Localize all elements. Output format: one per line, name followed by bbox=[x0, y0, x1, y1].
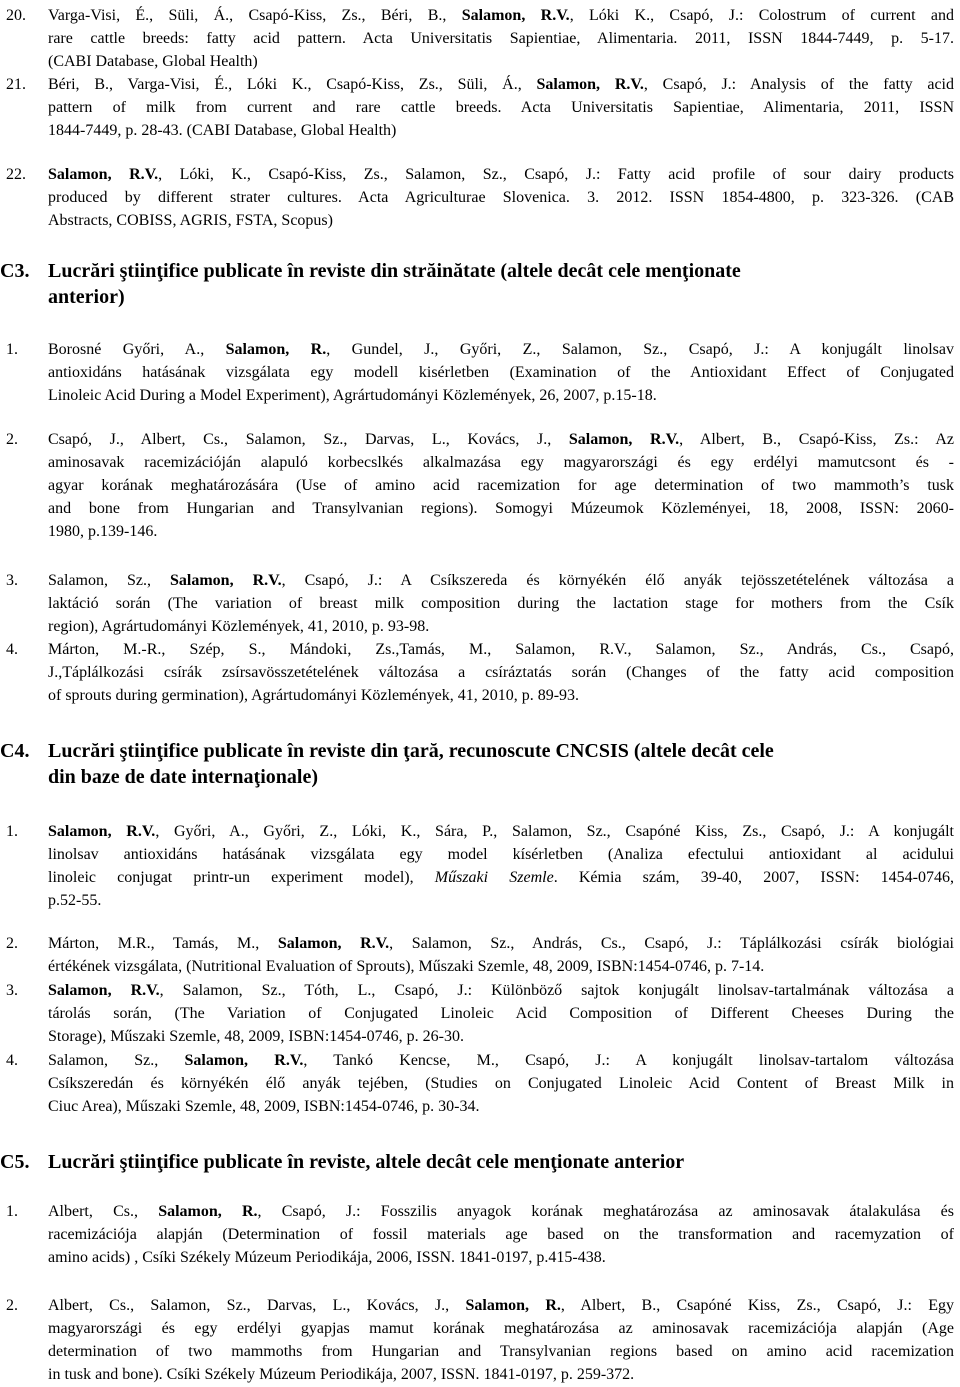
entry-line: pattern of milk from current and rare cattle breeds. Acta Universitatis Sapientiae, Alimentaria, 2011, ISSN bbox=[48, 99, 954, 116]
entry-number: 1. bbox=[6, 1203, 18, 1220]
section-heading-c4 bbox=[0, 738, 956, 790]
entry-line: Salamon, Sz., Salamon, R.V., Csapó, J.: A Csíkszereda és környékén élő anyák tejösszetételének változása a bbox=[48, 572, 955, 589]
entry-line: Csíkszeredán és környékén élő anyák tejében, (Studies on Conjugated Linoleic Acid Content of Breast Milk in bbox=[48, 1075, 954, 1092]
reference-entry-20 bbox=[6, 4, 954, 73]
entry-line: Salamon, R.V., Salamon, Sz., Tóth, L., Csapó, J.: Különböző sajtok konjugált linolsav-tartalmának változása a bbox=[48, 982, 954, 999]
entry-line: 1980, p.139-146. bbox=[48, 523, 158, 540]
reference-entry-c3-1 bbox=[6, 338, 954, 407]
entry-number: 21. bbox=[6, 76, 26, 93]
entry-line: Storage), Műszaki Szemle, 48, 2009, ISBN:1454-0746, p. 26-30. bbox=[48, 1028, 464, 1045]
entry-line: Borosné Győri, A., Salamon, R., Gundel, J., Győri, Z., Salamon, Sz., Csapó, J.: A konjugált linolsav bbox=[48, 341, 954, 358]
reference-entry-c5-1 bbox=[6, 1200, 955, 1269]
entry-line: tárolás során, (The Variation of Conjugated Linoleic Acid Composition of Different Cheeses During the bbox=[48, 1005, 954, 1022]
entry-number: 1. bbox=[6, 341, 18, 358]
entry-line: Salamon, R.V., Győri, A., Győri, Z., Lóki, K., Sára, P., Salamon, Sz., Csapóné Kiss, Zs., Csapó, J.: A konjugált bbox=[48, 823, 954, 840]
entry-line: aminosavak racemizációján alapuló korbecslkés alkalmazása egy magyarországi és egy erdélyi mamutcsont és - bbox=[48, 454, 954, 471]
entry-number: 2. bbox=[6, 1297, 18, 1314]
entry-line: of sprouts during germination), Agrártudományi Közlemények, 41, 2010, p. 89-93. bbox=[48, 687, 580, 704]
entry-line: Ciuc Area), Műszaki Szemle, 48, 2009, ISBN:1454-0746, p. 30-34. bbox=[48, 1098, 480, 1115]
section-heading-c5 bbox=[0, 1149, 956, 1175]
entry-line: linolsav antioxidáns hatásának vizsgálata egy model kísérletben (Analiza efectului antioxidant al acidului bbox=[48, 846, 954, 863]
entry-number: 22. bbox=[6, 166, 26, 183]
section-title-line1: Lucrări ştiinţifice publicate în reviste din străinătate (altele decât cele menţionate bbox=[48, 260, 741, 282]
reference-entry-c4-3 bbox=[6, 979, 954, 1048]
section-title-line1: Lucrări ştiinţifice publicate în reviste din ţară, recunoscute CNCSIS (altele decât cele bbox=[48, 740, 774, 762]
reference-entry-c4-2 bbox=[6, 932, 954, 978]
section-title-line2: anterior) bbox=[48, 286, 125, 308]
entry-line: p.52-55. bbox=[48, 892, 102, 909]
reference-entry-c4-1 bbox=[6, 820, 955, 912]
entry-number: 2. bbox=[6, 431, 18, 448]
reference-entry-c3-4 bbox=[6, 638, 954, 707]
entry-line: agyar korának meghatározására (Use of amino acid racemization for age determination of two mammoth’s tusk bbox=[48, 477, 954, 494]
entry-line: (CABI Database, Global Health) bbox=[48, 53, 258, 70]
entry-line: Salamon, R.V., Lóki, K., Csapó-Kiss, Zs., Salamon, Sz., Csapó, J.: Fatty acid profile of sour dairy products bbox=[48, 166, 954, 183]
entry-line: rare cattle breeds: fatty acid pattern. Acta Universitatis Sapientiae, Alimentaria. 2011, ISSN 1844-7449, p. 5-17. bbox=[48, 30, 954, 47]
entry-line: Albert, Cs., Salamon, Sz., Darvas, L., Kovács, J., Salamon, R., Albert, B., Csapóné Kiss, Zs., Csapó, J.: Egy bbox=[48, 1297, 955, 1314]
entry-number: 4. bbox=[6, 1052, 18, 1069]
entry-line: Béri, B., Varga-Visi, É., Lóki K., Csapó-Kiss, Zs., Süli, Á., Salamon, R.V., Csapó, J.: Analysis of the fatty acid bbox=[48, 76, 954, 93]
entry-line: 1844-7449, p. 28-43. (CABI Database, Global Health) bbox=[48, 122, 397, 139]
entry-line: antioxidáns hatásának vizsgálata egy modell kisérletben (Examination of the Antioxidant Effect of Conjugated bbox=[48, 364, 954, 381]
entry-number: 20. bbox=[6, 7, 26, 24]
entry-number: 3. bbox=[6, 982, 18, 999]
entry-line: J.,Táplálkozási csírák zsírsavösszetételének változása a csíráztatás során (Changes of the fatty acid composition bbox=[48, 664, 954, 681]
entry-number: 1. bbox=[6, 823, 18, 840]
entry-line: Varga-Visi, É., Süli, Á., Csapó-Kiss, Zs., Béri, B., Salamon, R.V., Lóki K., Csapó, J.: Colostrum of current and bbox=[48, 7, 954, 24]
entry-line: Albert, Cs., Salamon, R., Csapó, J.: Fosszilis anyagok korának meghatározása az aminosavak átalakulása és bbox=[48, 1203, 955, 1220]
entry-line: and bone from Hungarian and Transylvanian regions). Somogyi Múzeumok Közleményei, 18, 2008, ISSN: 2060- bbox=[48, 500, 954, 517]
entry-line: linoleic conjugat printr-un experiment model), Műszaki Szemle. Kémia szám, 39-40, 2007, ISSN: 1454-0746, bbox=[48, 869, 955, 886]
reference-entry-c3-3 bbox=[6, 569, 955, 638]
entry-number: 2. bbox=[6, 935, 18, 952]
entry-line: Linoleic Acid During a Model Experiment), Agrártudományi Közlemények, 26, 2007, p.15-18. bbox=[48, 387, 657, 404]
entry-line: Abstracts, COBISS, AGRIS, FSTA, Scopus) bbox=[48, 212, 333, 229]
section-code: C4. bbox=[0, 740, 30, 762]
entry-line: Márton, M.-R., Szép, S., Mándoki, Zs.,Tamás, M., Salamon, R.V., Salamon, Sz., András, Cs., Csapó, bbox=[48, 641, 954, 658]
section-code: C5. bbox=[0, 1151, 30, 1173]
entry-line: laktáció során (The variation of breast milk composition during the lactation stage for mothers from the Csík bbox=[48, 595, 954, 612]
reference-entry-c3-2 bbox=[6, 428, 954, 543]
reference-entry-21 bbox=[6, 73, 954, 142]
entry-number: 3. bbox=[6, 572, 18, 589]
entry-line: Csapó, J., Albert, Cs., Salamon, Sz., Darvas, L., Kovács, J., Salamon, R.V., Albert, B., Csapó-Kiss, Zs.: Az bbox=[48, 431, 954, 448]
reference-entry-c4-4 bbox=[6, 1049, 954, 1118]
entry-line: produced by different strater cultures. Acta Agriculturae Slovenica. 3. 2012. ISSN 1854-4800, p. 323-326. (CAB bbox=[48, 189, 954, 206]
reference-entry-c5-2 bbox=[6, 1294, 955, 1386]
entry-line: determination of two mammoths from Hungarian and Transylvanian regions based on amino acid racemization bbox=[48, 1343, 954, 1360]
section-title-line1: Lucrări ştiinţifice publicate în reviste, altele decât cele menţionate anterior bbox=[48, 1151, 685, 1173]
entry-line: amino acids) , Csíki Székely Múzeum Periodikája, 2006, ISSN. 1841-0197, p.415-438. bbox=[48, 1249, 606, 1266]
section-title-line2: din baze de date internaţionale) bbox=[48, 766, 318, 788]
entry-line: in tusk and bone). Csíki Székely Múzeum Periodikája, 2007, ISSN. 1841-0197, p. 259-372. bbox=[48, 1366, 635, 1383]
entry-line: magyarországi és egy erdélyi gyapjas mamut korának meghatározása az aminosavak racemizációja alapján (Age bbox=[48, 1320, 954, 1337]
entry-line: racemizációja alapján (Determination of fossil materials age based on the transformation and racemyzation of bbox=[48, 1226, 954, 1243]
entry-line: Salamon, Sz., Salamon, R.V., Tankó Kencse, M., Csapó, J.: A konjugált linolsav-tartalom változása bbox=[48, 1052, 954, 1069]
entry-line: értékének vizsgálata, (Nutritional Evaluation of Sprouts), Műszaki Szemle, 48, 2009, ISBN:1454-0746, p. 7-14. bbox=[48, 958, 765, 975]
entry-number: 4. bbox=[6, 641, 18, 658]
reference-entry-22 bbox=[6, 163, 954, 232]
entry-line: Márton, M.R., Tamás, M., Salamon, R.V., Salamon, Sz., András, Cs., Csapó, J.: Táplálkozási csírák biológiai bbox=[48, 935, 954, 952]
entry-line: region), Agrártudományi Közlemények, 41, 2010, p. 93-98. bbox=[48, 618, 430, 635]
section-code: C3. bbox=[0, 260, 30, 282]
section-heading-c3 bbox=[0, 258, 956, 310]
